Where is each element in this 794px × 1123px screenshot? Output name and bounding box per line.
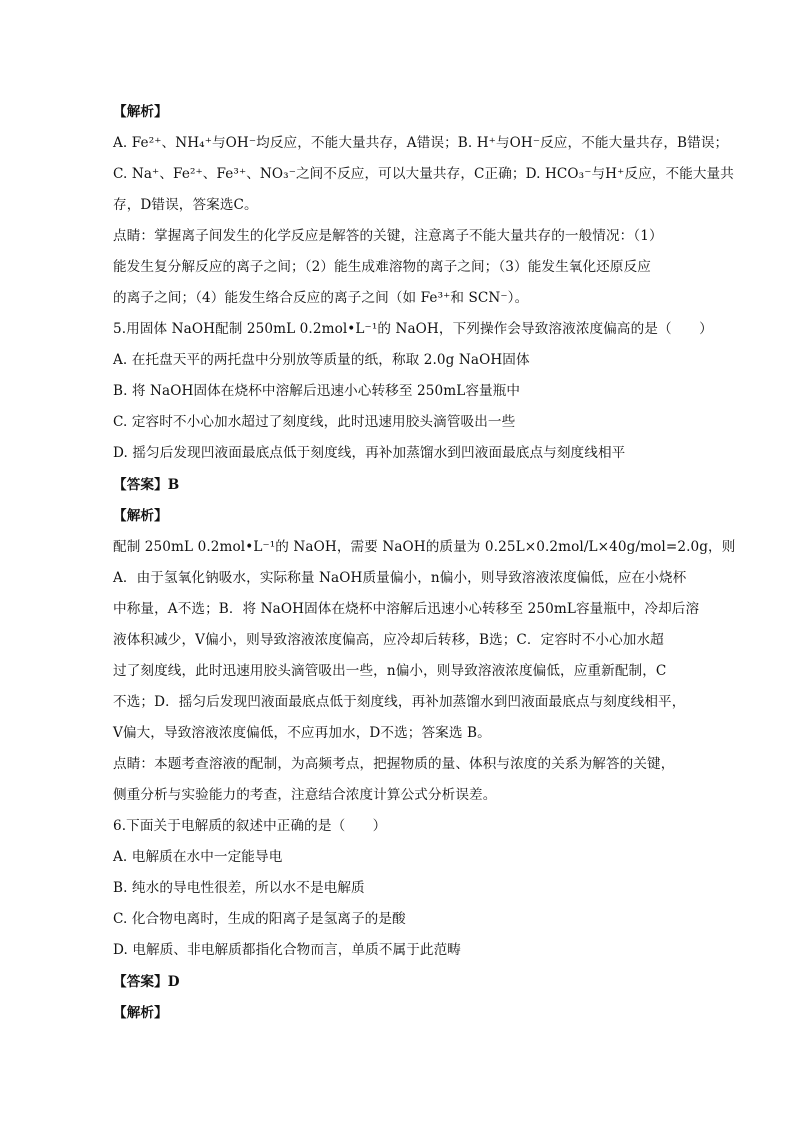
question-5-option-a: A. 在托盘天平的两托盘中分别放等质量的纸，称取 2.0g NaOH固体 [113, 352, 530, 368]
question-6-option-a: A. 电解质在水中一定能导电 [113, 849, 283, 865]
tip-line: 点睛：本题考查溶液的配制，为高频考点，把握物质的量、体积与浓度的关系为解答的关键， [113, 756, 675, 772]
question-5-option-c: C. 定容时不小心加水超过了刻度线，此时迅速用胶头滴管吸出一些 [113, 414, 516, 430]
analysis-line: A. Fe²⁺、NH₄⁺与OH⁻均反应，不能大量共存，A错误；B. H⁺与OH⁻反应，不能大量共存，B错误； [113, 135, 729, 151]
question-5-answer: 【答案】B [113, 477, 180, 493]
tip-line: 能发生复分解反应的离子之间；（2）能生成难溶物的离子之间；（3）能发生氧化还原反应 [113, 259, 651, 275]
analysis-heading: 【解析】 [113, 104, 168, 120]
analysis-line: 配制 250mL 0.2mol•L⁻¹的 NaOH，需要 NaOH的质量为 0.25L×0.2mol/L×40g/mol=2.0g，则 [113, 539, 736, 555]
analysis-line: 存，D错误，答案选C。 [113, 197, 258, 213]
question-5-option-b: B. 将 NaOH固体在烧杯中溶解后迅速小心转移至 250mL容量瓶中 [113, 383, 521, 399]
analysis-line: 液体积减少，V偏小，则导致溶液浓度偏高，应冷却后转移，B选；C．定容时不小心加水超 [113, 632, 664, 648]
analysis-line: A．由于氢氧化钠吸水，实际称量 NaOH质量偏小，n偏小，则导致溶液浓度偏低，应在小烧杯 [113, 570, 687, 586]
analysis-line: 不选；D．摇匀后发现凹液面最底点低于刻度线，再补加蒸馏水到凹液面最底点与刻度线相平， [113, 694, 686, 710]
question-6-option-d: D. 电解质、非电解质都指化合物而言，单质不属于此范畴 [113, 942, 462, 958]
tip-line: 的离子之间；（4）能发生络合反应的离子之间（如 Fe³⁺和 SCN⁻）。 [113, 290, 529, 306]
tip-line: 点睛：掌握离子间发生的化学反应是解答的关键，注意离子不能大量共存的一般情况：（1） [113, 228, 663, 244]
analysis-line: C. Na⁺、Fe²⁺、Fe³⁺、NO₃⁻之间不反应，可以大量共存，C正确；D. HCO₃⁻与H⁺反应，不能大量共 [113, 166, 734, 182]
analysis-line: 过了刻度线，此时迅速用胶头滴管吸出一些，n偏小，则导致溶液浓度偏低，应重新配制，C [113, 663, 667, 679]
question-6-option-c: C. 化合物电离时，生成的阳离子是氢离子的是酸 [113, 911, 406, 927]
analysis-line: V偏大，导致溶液浓度偏低，不应再加水，D不选；答案选 B。 [113, 725, 491, 741]
question-5-stem: 5.用固体 NaOH配制 250mL 0.2mol•L⁻¹的 NaOH，下列操作会导致溶液浓度偏高的是（ ） [113, 321, 713, 337]
question-6-stem: 6.下面关于电解质的叙述中正确的是（ ） [113, 818, 387, 834]
question-6-option-b: B. 纯水的导电性很差，所以水不是电解质 [113, 880, 365, 896]
tip-line: 侧重分析与实验能力的考查，注意结合浓度计算公式分析误差。 [113, 787, 497, 803]
question-5-analysis-heading: 【解析】 [113, 508, 168, 524]
question-6-answer: 【答案】D [113, 974, 180, 990]
question-5-option-d: D. 摇匀后发现凹液面最底点低于刻度线，再补加蒸馏水到凹液面最底点与刻度线相平 [113, 445, 626, 461]
question-6-analysis-heading: 【解析】 [113, 1005, 168, 1021]
analysis-line: 中称量，A不选；B．将 NaOH固体在烧杯中溶解后迅速小心转移至 250mL容量瓶中，冷却后溶 [113, 601, 700, 617]
